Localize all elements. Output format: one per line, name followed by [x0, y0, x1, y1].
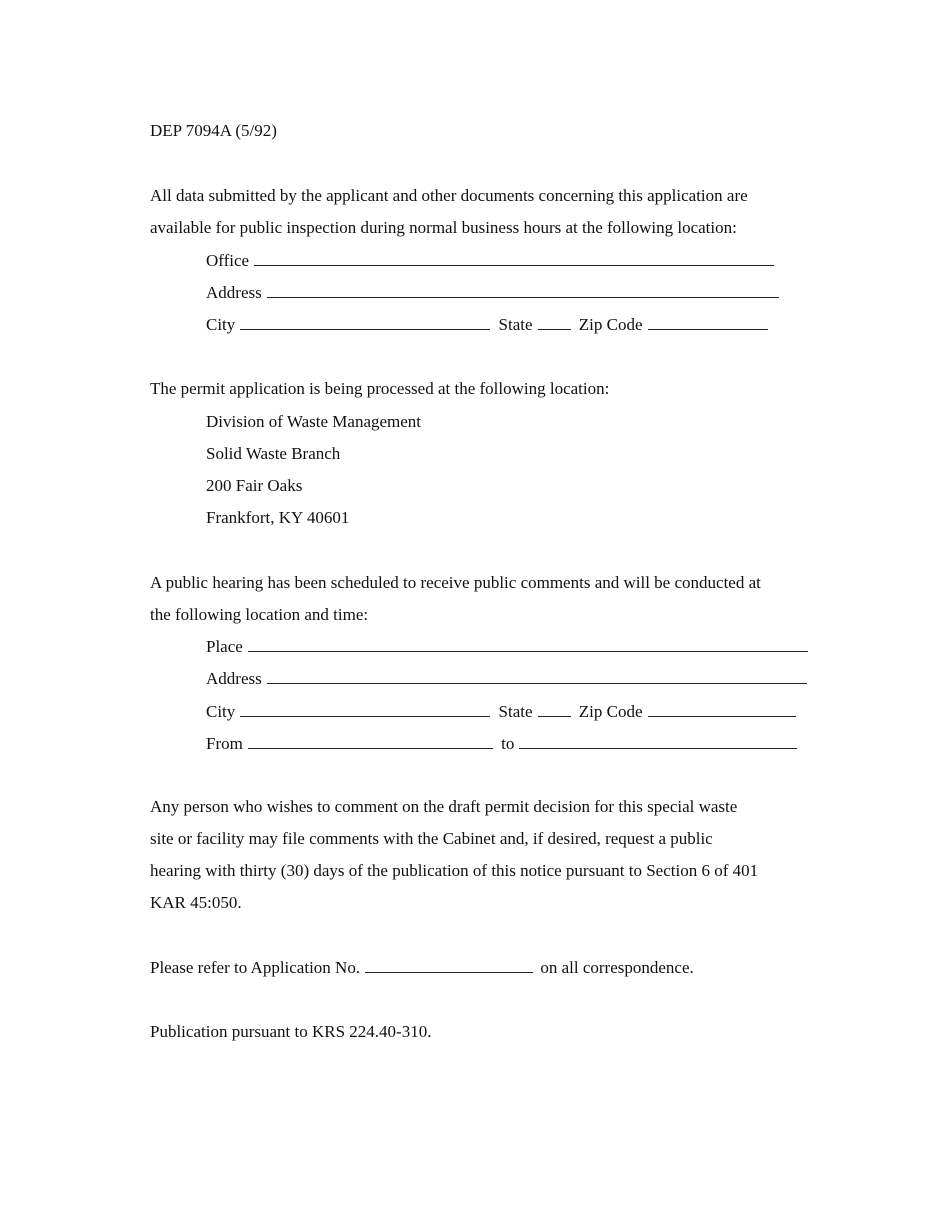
application-number-prefix: Please refer to Application No. — [150, 958, 361, 977]
form-id: DEP 7094A (5/92) — [150, 121, 277, 140]
state-label: State — [498, 315, 533, 334]
office-field[interactable] — [254, 264, 774, 266]
office-label: Office — [206, 251, 250, 270]
comment-text-line-3: hearing with thirty (30) days of the publication of this notice pursuant to Section 6 of 401 — [150, 861, 759, 880]
comment-text-line-4: KAR 45:050. — [150, 893, 242, 912]
hearing-address-label: Address — [206, 669, 262, 688]
processing-address-line-2: Solid Waste Branch — [206, 444, 341, 463]
comment-text-line-2: site or facility may file comments with the Cabinet and, if desired, request a public — [150, 829, 713, 848]
office-row — [206, 251, 774, 271]
from-label: From — [206, 734, 243, 753]
availability-text-line-1: All data submitted by the applicant and other documents concerning this application are — [150, 186, 748, 205]
hearing-zip-field[interactable] — [648, 715, 796, 717]
address-field[interactable] — [267, 296, 779, 298]
processing-intro: The permit application is being processed at the following location: — [150, 379, 610, 398]
processing-address-line-3: 200 Fair Oaks — [206, 476, 303, 495]
hearing-city-field[interactable] — [240, 715, 490, 717]
hearing-city-label: City — [206, 702, 236, 721]
processing-address-line-1: Division of Waste Management — [206, 412, 422, 431]
place-field[interactable] — [248, 650, 808, 652]
hearing-text-line-2: the following location and time: — [150, 605, 369, 624]
city-field[interactable] — [240, 328, 490, 330]
availability-text-line-2: available for public inspection during normal business hours at the following location: — [150, 218, 737, 237]
application-number-field[interactable] — [365, 971, 533, 973]
hearing-state-field[interactable] — [538, 715, 571, 717]
place-label: Place — [206, 637, 243, 656]
application-number-row — [150, 958, 694, 978]
address-label: Address — [206, 283, 262, 302]
city-row-1 — [206, 315, 768, 335]
address-row-1 — [206, 283, 779, 303]
publication-note: Publication pursuant to KRS 224.40-310. — [150, 1022, 432, 1041]
state-field[interactable] — [538, 328, 571, 330]
from-field[interactable] — [248, 747, 493, 749]
to-label: to — [501, 734, 515, 753]
hearing-state-label: State — [498, 702, 533, 721]
city-label: City — [206, 315, 236, 334]
comment-text-line-1: Any person who wishes to comment on the draft permit decision for this special waste — [150, 797, 738, 816]
zip-field[interactable] — [648, 328, 768, 330]
address-row-2 — [206, 669, 807, 689]
place-row — [206, 637, 808, 657]
processing-address-line-4: Frankfort, KY 40601 — [206, 508, 350, 527]
time-row — [206, 734, 797, 754]
to-field[interactable] — [519, 747, 797, 749]
hearing-text-line-1: A public hearing has been scheduled to receive public comments and will be conducted at — [150, 573, 761, 592]
hearing-address-field[interactable] — [267, 682, 807, 684]
application-number-suffix: on all correspondence. — [540, 958, 694, 977]
zip-label: Zip Code — [578, 315, 643, 334]
city-row-2 — [206, 702, 796, 722]
hearing-zip-label: Zip Code — [578, 702, 643, 721]
